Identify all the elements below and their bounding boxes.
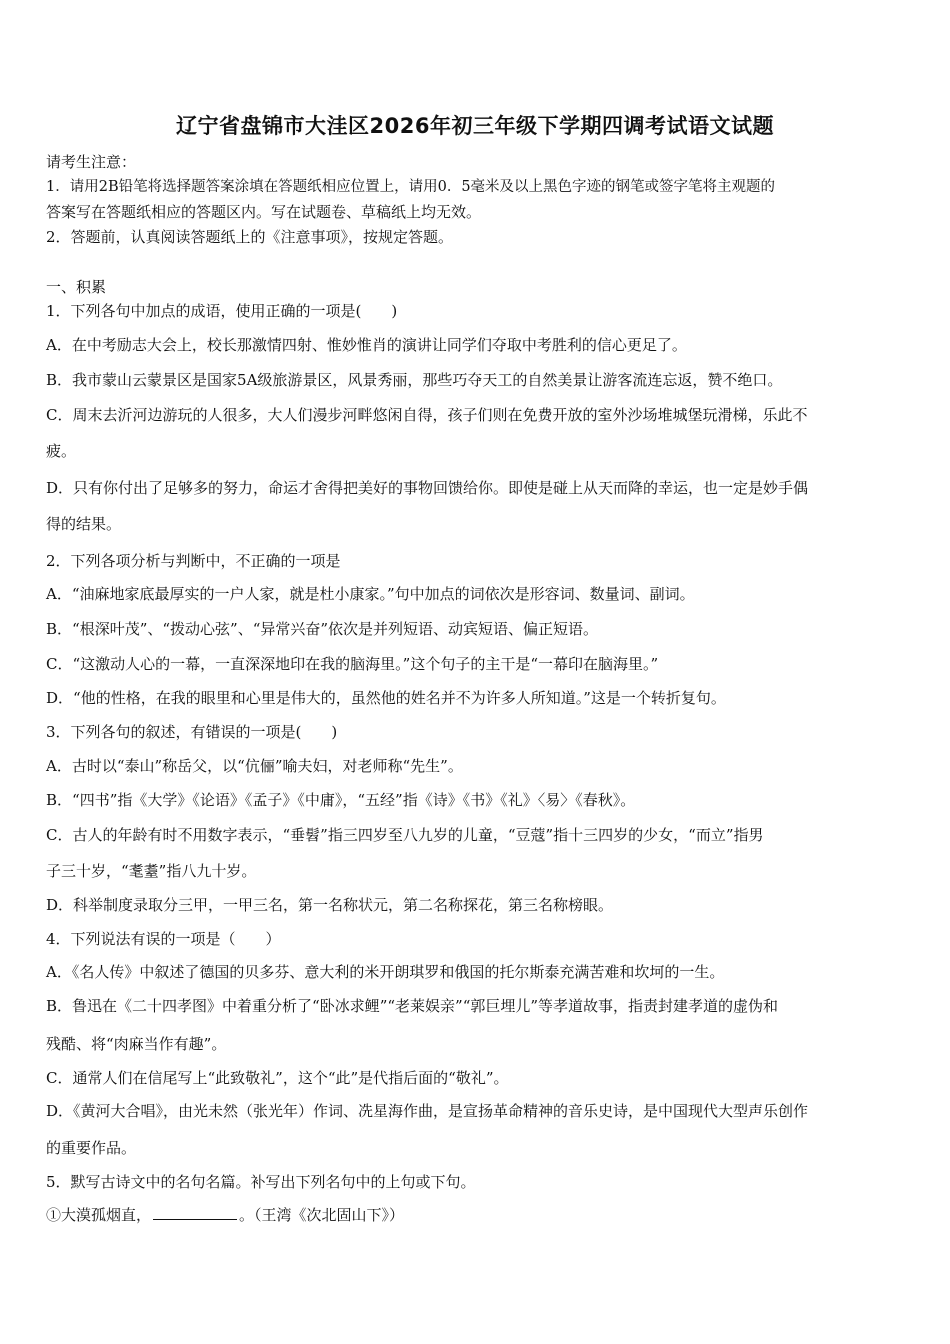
question-2-option-d: D．“他的性格，在我的眼里和心里是伟大的，虽然他的姓名并不为许多人所知道。”这是一个转折复句。 (46, 689, 726, 707)
question-4-option-c: C．通常人们在信尾写上“此致敬礼”，这个“此”是代指后面的“敬礼”。 (46, 1069, 509, 1087)
notice-line-1b: 答案写在答题纸相应的答题区内。写在试题卷、草稿纸上均无效。 (46, 203, 482, 221)
answer-blank[interactable] (153, 1205, 237, 1220)
notice-line-2: 2．答题前，认真阅读答题纸上的《注意事项》，按规定答题。 (46, 228, 454, 246)
question-2-option-b: B．“根深叶茂”、“拨动心弦”、“异常兴奋”依次是并列短语、动宾短语、偏正短语。 (46, 620, 599, 638)
question-5-item-1 (46, 1205, 908, 1225)
question-3-option-c-line1: C．古人的年龄有时不用数字表示，“垂髫”指三四岁至八九岁的儿童，“豆蔻”指十三四岁的少女，“而立”指男 (46, 826, 764, 844)
question-2-option-c: C．“这激动人心的一幕，一直深深地印在我的脑海里。”这个句子的主干是“一幕印在脑海里。” (46, 655, 659, 673)
item-1-suffix: 。（王湾《次北固山下》） (239, 1206, 405, 1224)
section-heading: 一、积累 (46, 278, 107, 296)
question-3-stem: 3．下列各句的叙述，有错误的一项是( ) (46, 723, 338, 741)
question-3-option-b: B．“四书”指《大学》《论语》《孟子》《中庸》，“五经”指《诗》《书》《礼》〈易〉《春秋》。 (46, 791, 636, 809)
page-title: 辽宁省盘锦市大洼区2026年初三年级下学期四调考试语文试题 (176, 114, 774, 138)
question-2-option-a: A．“油麻地家底最厚实的一户人家，就是杜小康家。”句中加点的词依次是形容词、数量词、副词。 (46, 585, 695, 603)
notice-heading: 请考生注意： (46, 153, 137, 171)
question-5-stem: 5．默写古诗文中的名句名篇。补写出下列名句中的上句或下句。 (46, 1173, 476, 1191)
question-1-option-d-line1: D．只有你付出了足够多的努力，命运才舍得把美好的事物回馈给你。即使是碰上从天而降的幸运，也一定是妙手偶 (46, 479, 809, 497)
question-1-option-d-line2: 得的结果。 (46, 515, 122, 533)
question-4-option-b-line2: 残酷、将“肉麻当作有趣”。 (46, 1035, 227, 1053)
question-3-option-a: A．古时以“泰山”称岳父，以“伉俪”喻夫妇，对老师称“先生”。 (46, 757, 463, 775)
question-4-stem: 4．下列说法有误的一项是（ ） (46, 930, 281, 948)
notice-line-1a: 1．请用2B铅笔将选择题答案涂填在答题纸相应位置上，请用0．5毫米及以上黑色字迹的钢笔或签字笔将主观题的 (46, 179, 776, 195)
question-1-option-b: B．我市蒙山云蒙景区是国家5A级旅游景区，风景秀丽，那些巧夺天工的自然美景让游客流连忘返，赞不绝口。 (46, 371, 783, 389)
question-2-stem: 2．下列各项分析与判断中，不正确的一项是 (46, 552, 341, 570)
question-3-option-d: D．科举制度录取分三甲，一甲三名，第一名称状元，第二名称探花，第三名称榜眼。 (46, 896, 614, 914)
question-1-stem: 1．下列各句中加点的成语，使用正确的一项是( ) (46, 302, 398, 320)
question-4-option-b-line1: B．鲁迅在《二十四孝图》中着重分析了“卧冰求鲤”“老莱娱亲”“郭巨埋儿”等孝道故事，指责封建孝道的虚伪和 (46, 997, 779, 1015)
question-4-option-d-line2: 的重要作品。 (46, 1139, 137, 1157)
question-1-option-c-line2: 疲。 (46, 442, 77, 460)
item-1-prefix: ①大漠孤烟直， (46, 1206, 152, 1224)
question-1-option-c-line1: C．周末去沂河边游玩的人很多，大人们漫步河畔悠闲自得，孩子们则在免费开放的室外沙场堆城堡玩滑梯，乐此不 (46, 406, 808, 424)
question-3-option-c-line2: 子三十岁，“耄耋”指八九十岁。 (46, 862, 257, 880)
question-4-option-d-line1: D．《黄河大合唱》，由光未然（张光年）作词、冼星海作曲，是宣扬革命精神的音乐史诗，是中国现代大型声乐创作 (46, 1102, 809, 1120)
question-4-option-a: A．《名人传》中叙述了德国的贝多芬、意大利的米开朗琪罗和俄国的托尔斯泰充满苦难和坎坷的一生。 (46, 963, 725, 981)
question-1-option-a: A．在中考励志大会上，校长那激情四射、惟妙惟肖的演讲让同学们夺取中考胜利的信心更足了。 (46, 336, 687, 354)
